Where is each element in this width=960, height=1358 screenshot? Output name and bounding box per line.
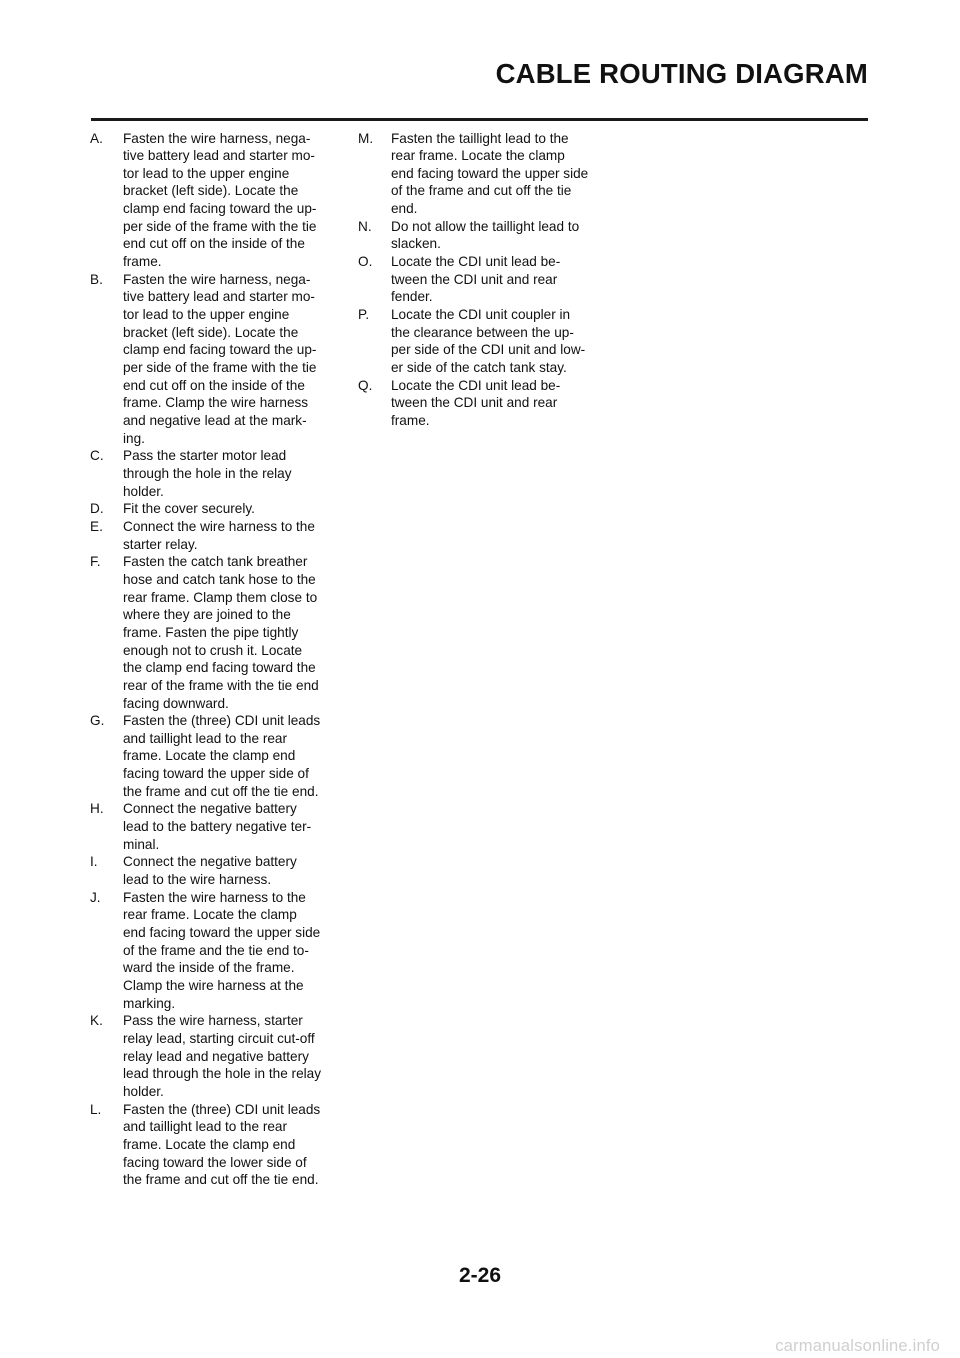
instruction-line: Fasten the (three) CDI unit leads <box>123 1101 321 1117</box>
instruction-line: Connect the negative battery <box>123 801 297 817</box>
instruction-text <box>123 1012 334 1100</box>
instruction-line: lead to the battery negative ter- <box>123 819 312 835</box>
instruction-line: Fasten the wire harness to the <box>123 889 306 905</box>
instruction-item <box>90 447 334 500</box>
instruction-line: Fit the cover securely. <box>123 501 255 517</box>
instruction-line: tor lead to the upper engine <box>123 165 290 181</box>
instruction-line: Pass the starter motor lead <box>123 448 287 464</box>
instruction-line: facing downward. <box>123 695 229 711</box>
instruction-text <box>123 1101 334 1189</box>
instruction-line: Fasten the wire harness, nega- <box>123 130 311 146</box>
instruction-list-right <box>358 130 608 430</box>
instruction-text <box>123 712 334 800</box>
instruction-line: rear frame. Clamp them close to <box>123 589 318 605</box>
instruction-line: lead to the wire harness. <box>123 872 272 888</box>
instruction-item <box>90 712 334 800</box>
instruction-line: facing toward the upper side of <box>123 766 309 782</box>
instruction-line: end facing toward the upper side <box>391 165 589 181</box>
instruction-line: through the hole in the relay <box>123 465 292 481</box>
instruction-text <box>123 500 334 518</box>
instruction-line: tween the CDI unit and rear <box>391 271 558 287</box>
instruction-line: er side of the catch tank stay. <box>391 360 567 376</box>
instruction-line: tor lead to the upper engine <box>123 307 290 323</box>
instruction-letter: C. <box>90 448 104 464</box>
instruction-line: Locate the CDI unit coupler in <box>391 307 571 323</box>
instruction-line: clamp end facing toward the up- <box>123 342 317 358</box>
instruction-line: Connect the wire harness to the <box>123 518 315 534</box>
instruction-item <box>90 853 334 888</box>
instruction-letter: K. <box>90 1013 103 1029</box>
instruction-line: per side of the CDI unit and low- <box>391 342 586 358</box>
instruction-line: the clearance between the up- <box>391 324 574 340</box>
instruction-line: frame. <box>123 254 162 270</box>
instruction-line: Clamp the wire harness at the <box>123 978 304 993</box>
instruction-line: Fasten the wire harness, nega- <box>123 271 311 287</box>
instruction-letter: A. <box>90 130 103 146</box>
instruction-item <box>358 253 608 306</box>
watermark: carmanualsonline.info <box>775 1337 940 1355</box>
instruction-item <box>90 553 334 712</box>
instruction-line: bracket (left side). Locate the <box>123 183 299 199</box>
instruction-item <box>358 306 608 377</box>
instruction-line: starter relay. <box>123 536 198 552</box>
instruction-line: lead through the hole in the relay <box>123 1066 322 1082</box>
instruction-line: frame. <box>391 413 430 428</box>
instruction-line: Locate the CDI unit lead be- <box>391 377 561 393</box>
instruction-line: enough not to crush it. Locate <box>123 642 303 658</box>
instruction-letter: F. <box>90 554 101 570</box>
instruction-text <box>123 271 334 448</box>
instruction-line: Fasten the catch tank breather <box>123 554 308 570</box>
instruction-line: the frame and cut off the tie end. <box>123 1172 319 1188</box>
instruction-line: Locate the CDI unit lead be- <box>391 254 561 270</box>
instruction-line: the clamp end facing toward the <box>123 660 316 676</box>
instruction-line: frame. Locate the clamp end <box>123 1136 296 1152</box>
instruction-item <box>90 1101 334 1189</box>
instruction-line: Pass the wire harness, starter <box>123 1013 303 1029</box>
instruction-letter: G. <box>90 713 105 729</box>
instruction-text <box>391 377 608 430</box>
instruction-line: rear frame. Locate the clamp <box>391 148 565 164</box>
instruction-line: per side of the frame with the tie <box>123 360 317 376</box>
instruction-line: of the frame and the tie end to- <box>123 942 309 958</box>
instruction-line: relay lead, starting circuit cut-off <box>123 1030 315 1046</box>
instruction-line: the frame and cut off the tie end. <box>123 783 319 799</box>
instruction-line: tween the CDI unit and rear <box>391 395 558 411</box>
instruction-line: ing. <box>123 430 145 446</box>
instruction-line: Connect the negative battery <box>123 854 297 870</box>
instruction-line: holder. <box>123 1083 164 1099</box>
instruction-line: marking. <box>123 995 176 1011</box>
instruction-line: holder. <box>123 483 164 499</box>
instruction-line: ward the inside of the frame. <box>123 960 295 976</box>
instruction-line: where they are joined to the <box>123 607 291 623</box>
instruction-item <box>90 800 334 853</box>
instruction-line: rear frame. Locate the clamp <box>123 907 297 923</box>
instruction-item <box>358 218 608 253</box>
instruction-letter: D. <box>90 501 104 517</box>
instruction-item <box>90 271 334 448</box>
instruction-line: relay lead and negative battery <box>123 1048 309 1064</box>
instruction-line: and taillight lead to the rear <box>123 1119 287 1135</box>
instruction-letter: O. <box>358 254 373 270</box>
instruction-text <box>123 800 334 853</box>
instruction-item <box>90 1012 334 1100</box>
instruction-letter: N. <box>358 218 372 234</box>
instruction-letter: L. <box>90 1101 102 1117</box>
instruction-line: bracket (left side). Locate the <box>123 324 299 340</box>
instruction-line: and taillight lead to the rear <box>123 730 287 746</box>
title-rule <box>91 118 868 121</box>
instruction-line: end. <box>391 201 418 217</box>
instruction-line: Do not allow the taillight lead to <box>391 218 580 234</box>
instruction-line: rear of the frame with the tie end <box>123 677 319 693</box>
instruction-text <box>123 130 334 271</box>
instruction-letter: B. <box>90 271 103 287</box>
instruction-letter: M. <box>358 130 374 146</box>
instruction-line: end facing toward the upper side <box>123 925 321 941</box>
instruction-text <box>123 553 334 712</box>
instruction-text <box>123 518 334 553</box>
instruction-item <box>358 377 608 430</box>
instruction-text <box>391 253 608 306</box>
page-number: 2-26 <box>458 1264 502 1287</box>
instruction-line: tive battery lead and starter mo- <box>123 148 315 164</box>
instruction-letter: H. <box>90 801 104 817</box>
instruction-letter: Q. <box>358 377 373 393</box>
instruction-line: Fasten the (three) CDI unit leads <box>123 713 321 729</box>
instruction-line: frame. Clamp the wire harness <box>123 395 309 411</box>
instruction-text <box>391 306 608 377</box>
instruction-text <box>391 218 608 253</box>
instruction-line: end cut off on the inside of the <box>123 377 305 393</box>
instruction-item <box>90 500 334 518</box>
instruction-letter: I. <box>90 854 98 870</box>
instruction-line: Fasten the taillight lead to the <box>391 130 569 146</box>
instruction-line: tive battery lead and starter mo- <box>123 289 315 305</box>
instruction-text <box>391 130 608 218</box>
instruction-item <box>90 130 334 271</box>
instruction-text <box>123 889 334 1013</box>
instruction-line: fender. <box>391 289 433 305</box>
instruction-line: clamp end facing toward the up- <box>123 201 317 217</box>
instruction-text <box>123 447 334 500</box>
instruction-item <box>90 889 334 1013</box>
instruction-line: frame. Locate the clamp end <box>123 748 296 764</box>
instruction-letter: J. <box>90 889 101 905</box>
instruction-item <box>90 518 334 553</box>
instruction-line: and negative lead at the mark- <box>123 413 307 428</box>
instruction-text <box>123 853 334 888</box>
instruction-letter: E. <box>90 518 103 534</box>
page-title: CABLE ROUTING DIAGRAM <box>495 58 868 89</box>
instruction-item <box>358 130 608 218</box>
instruction-line: hose and catch tank hose to the <box>123 571 316 587</box>
instruction-line: end cut off on the inside of the <box>123 236 305 252</box>
instruction-line: frame. Fasten the pipe tightly <box>123 624 299 640</box>
instruction-line: of the frame and cut off the tie <box>391 183 572 199</box>
instruction-list-left <box>90 130 334 1189</box>
instruction-line: slacken. <box>391 236 441 252</box>
instruction-line: minal. <box>123 836 160 852</box>
instruction-line: per side of the frame with the tie <box>123 218 317 234</box>
instruction-letter: P. <box>358 307 370 323</box>
instruction-line: facing toward the lower side of <box>123 1154 307 1170</box>
